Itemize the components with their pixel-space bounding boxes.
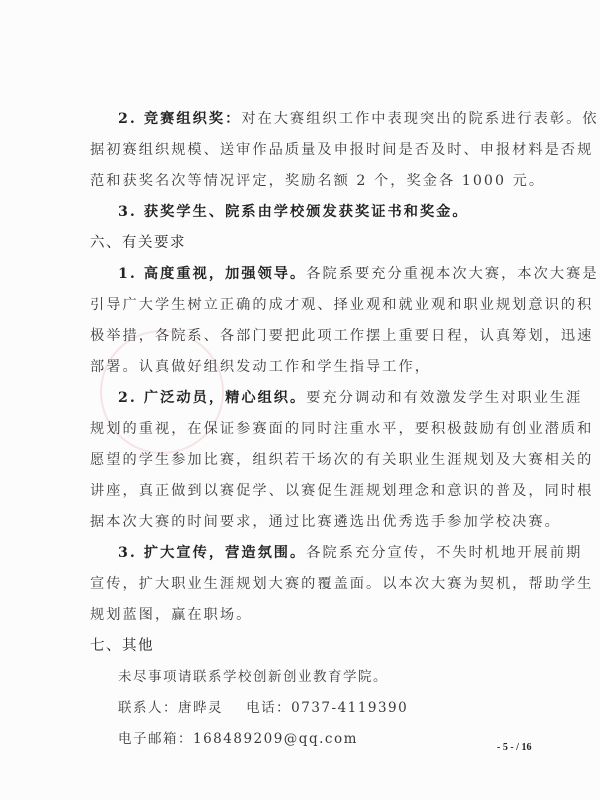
page-number: - 5 - / 16 [497,742,532,753]
paragraph-line: 规划的重视，在保证参赛面的同时注重水平，要积极鼓励有创业潜质和 [90,421,594,437]
paragraph-line: 宣传，扩大职业生涯规划大赛的覆盖面。以本次大赛为契机，帮助学生 [90,576,594,592]
paragraph-line: 部署。认真做好组织发动工作和学生指导工作， [90,359,431,375]
paragraph-line: 2. 广泛动员，精心组织。要充分调动和有效激发学生对职业生涯 [118,390,583,406]
section-heading: 七、其他 [90,638,154,654]
paragraph-line: 愿望的学生参加比赛，组织若干场次的有关职业生涯规划及大赛相关的 [90,452,594,468]
paragraph-line: 1. 高度重视，加强领导。各院系要充分重视本次大赛，本次大赛是 [118,266,599,282]
paragraph-line: 据本次大赛的时间要求，通过比赛遴选出优秀选手参加学校决赛。 [90,514,561,530]
section-heading: 六、有关要求 [90,235,186,251]
paragraph-line: 范和获奖名次等情况评定，奖励名额 2 个，奖金各 1000 元。 [90,173,546,189]
paragraph-line: 讲座，真正做到以赛促学、以赛促生涯规划理念和意识的普及，同时根 [90,483,594,499]
paragraph-line: 极举措，各院系、各部门要把此项工作摆上重要日程，认真筹划，迅速 [90,328,594,344]
contact-email: 电子邮箱：168489209@qq.com [118,731,358,747]
contact-note: 未尽事项请联系学校创新创业教育学院。 [118,669,388,685]
contact-person-phone: 联系人：唐晔灵 电话：0737-4119390 [118,700,409,716]
paragraph-line: 3. 获奖学生、院系由学校颁发获奖证书和奖金。 [118,204,469,220]
paragraph-line: 3. 扩大宣传，营造氛围。各院系充分宣传，不失时机地开展前期 [118,545,583,561]
paragraph-line: 据初赛组织规模、送审作品质量及申报时间是否及时、申报材料是否规 [90,142,594,158]
paragraph-line: 规划蓝图，赢在职场。 [90,607,253,623]
paragraph-line: 2. 竞赛组织奖：对在大赛组织工作中表现突出的院系进行表彰。依 [118,111,599,127]
paragraph-line: 引导广大学生树立正确的成才观、择业观和就业观和职业规划意识的积 [90,297,594,313]
